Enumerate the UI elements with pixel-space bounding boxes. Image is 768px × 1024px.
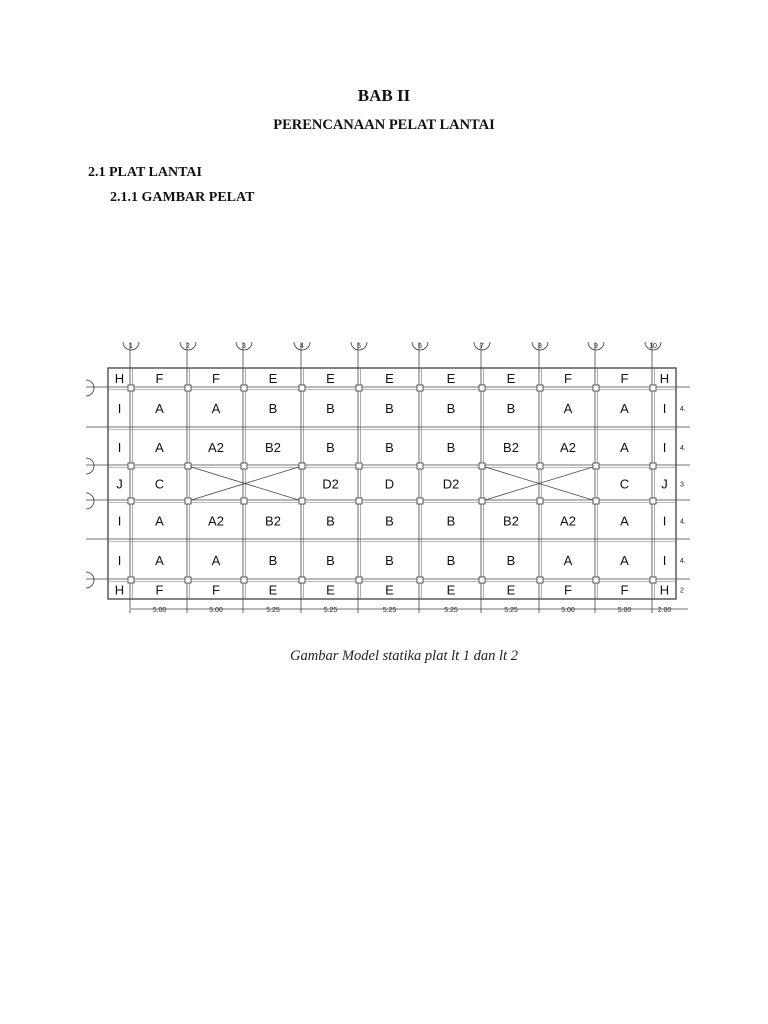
slab-panel-label: D xyxy=(384,476,395,492)
row-dimension: 4. xyxy=(680,406,686,413)
slab-panel-label: A2 xyxy=(208,513,224,529)
column-dimension: 5.25 xyxy=(504,607,518,614)
slab-panel-label: F xyxy=(212,371,220,386)
column-dimension: 5.25 xyxy=(444,607,458,614)
slab-panel-label: B xyxy=(326,440,335,455)
column-marker xyxy=(650,577,656,583)
slab-panel-label: A xyxy=(155,401,164,416)
slab-panel-label: D2 xyxy=(442,476,460,492)
slab-panel-label: B xyxy=(385,401,394,416)
row-dimension: 4. xyxy=(680,445,686,452)
row-dimension: 2 xyxy=(680,587,684,595)
column-marker xyxy=(356,577,362,583)
column-marker xyxy=(650,463,656,469)
column-marker xyxy=(417,498,423,504)
slab-panel-label: A xyxy=(155,553,164,568)
column-dimension: 5.00 xyxy=(209,607,223,614)
column-marker xyxy=(537,498,543,504)
column-marker xyxy=(479,577,485,583)
slab-panel-label: I xyxy=(117,401,122,416)
slab-panel-label: I xyxy=(662,440,667,455)
slab-panel-label: B xyxy=(326,401,335,416)
slab-panel-label: E xyxy=(446,371,456,386)
column-marker xyxy=(356,385,362,391)
grid-bubble-label: 2 xyxy=(186,343,190,350)
column-marker xyxy=(299,577,305,583)
subsection-heading: 2.1.1 GAMBAR PELAT xyxy=(110,190,255,205)
slab-panel-label: B xyxy=(326,513,335,529)
slab-panel-label: J xyxy=(661,476,668,492)
slab-panel-label: C xyxy=(154,476,165,492)
column-dimension: 5.00 xyxy=(617,607,632,614)
grid-bubble-left xyxy=(86,458,94,474)
slab-panel-label: A xyxy=(155,513,164,529)
slab-panel-label: I xyxy=(662,401,667,416)
grid-bubble-label: 3 xyxy=(242,343,246,350)
slab-panel-label: F xyxy=(620,371,629,386)
column-dimension: 5.00 xyxy=(152,607,167,614)
slab-panel-label: B xyxy=(506,553,516,568)
slab-panel-label: E xyxy=(446,582,456,598)
column-marker xyxy=(128,577,134,583)
slab-panel-label: H xyxy=(659,582,670,598)
column-marker xyxy=(241,498,247,504)
slab-panel-label: B xyxy=(446,553,456,568)
slab-panel-label: B xyxy=(385,440,394,455)
column-marker xyxy=(241,385,247,391)
slab-panel-label: F xyxy=(564,582,572,598)
column-marker xyxy=(479,463,485,469)
grid-bubble-left xyxy=(86,572,94,588)
column-marker xyxy=(593,498,599,504)
column-marker xyxy=(128,463,134,469)
slab-panel-label: B xyxy=(326,553,335,568)
grid-bubble-left xyxy=(86,380,94,396)
column-marker xyxy=(185,463,191,469)
slab-panel-label: B xyxy=(268,401,278,416)
slab-panel-label: B xyxy=(268,553,278,568)
column-marker xyxy=(185,385,191,391)
slab-panel-label: B xyxy=(446,401,456,416)
grid-bubble-label: 6 xyxy=(418,343,422,350)
row-dimension: 4. xyxy=(680,518,686,526)
slab-panel-label: C xyxy=(619,476,630,492)
grid-bubble-label: 9 xyxy=(594,343,598,350)
column-marker xyxy=(593,463,599,469)
column-marker xyxy=(128,385,134,391)
slab-panel-label: I xyxy=(662,513,667,529)
slab-panel-label: H xyxy=(659,371,670,386)
column-marker xyxy=(185,498,191,504)
grid-bubble-left xyxy=(86,493,94,509)
slab-panel-label: A xyxy=(620,553,629,568)
slab-panel-label: A xyxy=(155,440,164,455)
column-marker xyxy=(593,577,599,583)
grid-bubble-label: 7 xyxy=(480,343,484,350)
slab-panel-label: E xyxy=(506,582,516,598)
grid-bubble-label: 1 xyxy=(129,343,133,350)
chapter-heading: BAB II xyxy=(357,86,411,105)
slab-panel-label: B xyxy=(446,513,456,529)
column-marker xyxy=(356,463,362,469)
slab-panel-label: B xyxy=(446,440,456,455)
column-dimension: 5.00 xyxy=(561,607,575,614)
slab-panel-label: A xyxy=(620,513,629,529)
figure-caption: Gambar Model statika plat lt 1 dan lt 2 xyxy=(290,648,518,664)
slab-panel-label: J xyxy=(116,476,123,492)
slab-panel-label: A xyxy=(563,401,573,416)
slab-panel-label: B2 xyxy=(503,440,519,455)
column-marker xyxy=(650,498,656,504)
slab-panel-label: A xyxy=(211,401,221,416)
column-dimension: 5.25 xyxy=(266,607,280,614)
slab-panel-label: E xyxy=(385,371,394,386)
slab-panel-label: A2 xyxy=(208,440,224,455)
column-dimension: 5.25 xyxy=(382,607,397,614)
row-dimension: 4. xyxy=(680,558,686,565)
slab-panel-label: B2 xyxy=(503,513,519,529)
slab-panel-label: E xyxy=(326,371,335,386)
slab-panel-label: F xyxy=(155,582,164,598)
column-marker xyxy=(185,577,191,583)
column-dimension: 5.25 xyxy=(323,607,338,614)
slab-panel-label: E xyxy=(385,582,394,598)
slab-panel-label: F xyxy=(564,371,572,386)
slab-panel-label: A xyxy=(563,553,573,568)
column-marker xyxy=(417,463,423,469)
slab-panel-label: H xyxy=(114,582,125,598)
column-marker xyxy=(537,463,543,469)
slab-panel-label: I xyxy=(117,513,122,529)
grid-bubble-label: 4 xyxy=(300,343,304,350)
slab-plan-drawing xyxy=(86,334,692,620)
slab-panel-label: B xyxy=(506,401,516,416)
slab-panel-label: E xyxy=(506,371,516,386)
grid-bubble-label: 5 xyxy=(357,343,361,350)
slab-panel-label: A xyxy=(620,440,629,455)
chapter-title: PERENCANAAN PELAT LANTAI xyxy=(273,117,495,133)
column-marker xyxy=(299,463,305,469)
slab-panel-label: B2 xyxy=(265,513,281,529)
column-marker xyxy=(537,385,543,391)
slab-panel-label: I xyxy=(662,553,667,568)
column-marker xyxy=(299,385,305,391)
column-marker xyxy=(650,385,656,391)
slab-panel-label: B xyxy=(385,553,394,568)
slab-panel-label: I xyxy=(117,553,122,568)
column-marker xyxy=(479,498,485,504)
slab-panel-label: A2 xyxy=(560,513,576,529)
slab-panel-label: D2 xyxy=(322,476,339,492)
column-marker xyxy=(241,463,247,469)
slab-panel-label: A xyxy=(620,401,629,416)
grid-bubble-label: 8 xyxy=(538,343,542,350)
grid-bubble-label: 10 xyxy=(649,343,657,350)
floor-slab-plan xyxy=(86,334,692,620)
column-marker xyxy=(299,498,305,504)
slab-panel-label: A xyxy=(211,553,221,568)
column-marker xyxy=(356,498,362,504)
column-marker xyxy=(417,385,423,391)
column-marker xyxy=(417,577,423,583)
slab-panel-label: H xyxy=(114,371,125,386)
column-marker xyxy=(593,385,599,391)
slab-panel-label: F xyxy=(155,371,164,386)
slab-panel-label: F xyxy=(620,582,629,598)
column-marker xyxy=(241,577,247,583)
slab-panel-label: E xyxy=(268,371,278,386)
column-marker xyxy=(537,577,543,583)
column-marker xyxy=(479,385,485,391)
slab-panel-label: B2 xyxy=(265,440,281,455)
slab-panel-label: F xyxy=(212,582,220,598)
slab-panel-label: E xyxy=(268,582,278,598)
slab-panel-label: E xyxy=(326,582,335,598)
row-dimension: 3 xyxy=(680,481,684,489)
slab-panel-label: I xyxy=(117,440,122,455)
slab-panel-label: B xyxy=(385,513,394,529)
column-marker xyxy=(128,498,134,504)
section-heading: 2.1 PLAT LANTAI xyxy=(88,165,202,180)
column-dimension: 2.00 xyxy=(657,607,672,614)
slab-panel-label: A2 xyxy=(560,440,576,455)
